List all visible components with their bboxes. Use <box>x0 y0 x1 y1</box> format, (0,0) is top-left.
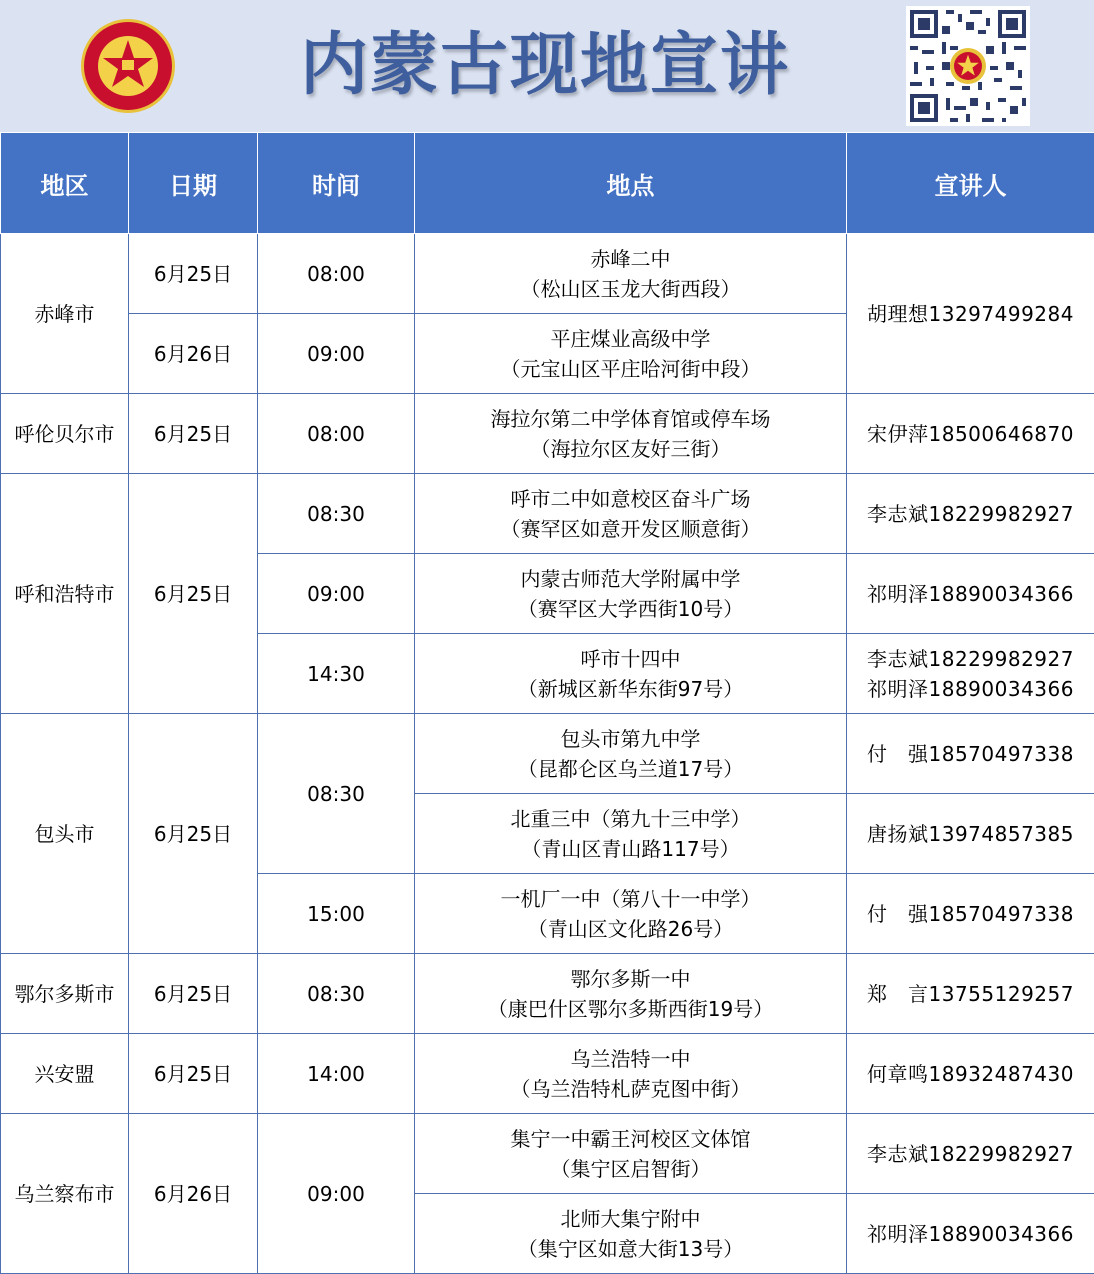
page-title: 内蒙古现地宣讲 <box>240 18 850 114</box>
region-cell: 赤峰市 <box>1 234 129 394</box>
region-cell: 呼伦贝尔市 <box>1 394 129 474</box>
table-row <box>1 1034 1094 1114</box>
place-cell <box>415 714 847 794</box>
time-cell: 08:00 <box>258 394 415 474</box>
place-cell <box>415 394 847 474</box>
date-cell: 6月26日 <box>129 314 258 394</box>
date-cell: 6月25日 <box>129 714 258 954</box>
place-name: 海拉尔第二中学体育馆或停车场 <box>415 404 846 434</box>
place-address: （松山区玉龙大街西段） <box>415 274 846 304</box>
place-address: （青山区青山路117号） <box>415 834 846 864</box>
place-name: 北重三中（第九十三中学） <box>415 804 846 834</box>
place-cell <box>415 954 847 1034</box>
table-header-row <box>1 133 1094 234</box>
column-header-place: 地点 <box>415 133 847 234</box>
place-cell <box>415 234 847 314</box>
university-emblem-logo <box>80 18 176 114</box>
speaker-cell: 李志斌18229982927 <box>847 1114 1094 1194</box>
place-cell <box>415 1194 847 1274</box>
place-name: 赤峰二中 <box>415 244 846 274</box>
speaker-cell: 付 强18570497338 <box>847 874 1094 954</box>
speaker-name: 祁明泽18890034366 <box>847 674 1094 704</box>
column-header-speaker: 宣讲人 <box>847 133 1094 234</box>
place-name: 乌兰浩特一中 <box>415 1044 846 1074</box>
place-address: （海拉尔区友好三街） <box>415 434 846 464</box>
place-cell <box>415 634 847 714</box>
time-cell: 09:00 <box>258 1114 415 1274</box>
table-row <box>1 474 1094 554</box>
speaker-cell: 唐扬斌13974857385 <box>847 794 1094 874</box>
date-cell: 6月26日 <box>129 1114 258 1274</box>
place-cell <box>415 874 847 954</box>
date-cell: 6月25日 <box>129 474 258 714</box>
date-cell: 6月25日 <box>129 1034 258 1114</box>
place-name: 呼市二中如意校区奋斗广场 <box>415 484 846 514</box>
speaker-cell: 祁明泽18890034366 <box>847 1194 1094 1274</box>
time-cell: 08:30 <box>258 474 415 554</box>
speaker-cell: 宋伊萍18500646870 <box>847 394 1094 474</box>
place-cell <box>415 314 847 394</box>
region-cell: 呼和浩特市 <box>1 474 129 714</box>
column-header-date: 日期 <box>129 133 258 234</box>
table-row <box>1 1114 1094 1194</box>
time-cell: 08:00 <box>258 234 415 314</box>
place-cell <box>415 474 847 554</box>
place-address: （元宝山区平庄哈河街中段） <box>415 354 846 384</box>
place-cell <box>415 1114 847 1194</box>
header-banner <box>0 0 1094 132</box>
place-name: 集宁一中霸王河校区文体馆 <box>415 1124 846 1154</box>
place-cell <box>415 1034 847 1114</box>
table-row <box>1 234 1094 314</box>
speaker-cell: 付 强18570497338 <box>847 714 1094 794</box>
speaker-cell: 胡理想13297499284 <box>847 234 1094 394</box>
region-cell: 兴安盟 <box>1 1034 129 1114</box>
time-cell: 08:30 <box>258 714 415 874</box>
place-address: （昆都仑区乌兰道17号） <box>415 754 846 784</box>
speaker-cell: 李志斌18229982927 <box>847 474 1094 554</box>
qr-code-icon <box>906 6 1030 126</box>
time-cell: 08:30 <box>258 954 415 1034</box>
place-name: 呼市十四中 <box>415 644 846 674</box>
date-cell: 6月25日 <box>129 394 258 474</box>
place-cell <box>415 554 847 634</box>
date-cell: 6月25日 <box>129 954 258 1034</box>
place-address: （集宁区启智街） <box>415 1154 846 1184</box>
speaker-cell: 何章鸣18932487430 <box>847 1034 1094 1114</box>
place-name: 包头市第九中学 <box>415 724 846 754</box>
time-cell: 14:30 <box>258 634 415 714</box>
region-cell: 鄂尔多斯市 <box>1 954 129 1034</box>
time-cell: 14:00 <box>258 1034 415 1114</box>
place-cell <box>415 794 847 874</box>
place-address: （乌兰浩特札萨克图中街） <box>415 1074 846 1104</box>
speaker-cell: 郑 言13755129257 <box>847 954 1094 1034</box>
date-cell: 6月25日 <box>129 234 258 314</box>
speaker-name: 李志斌18229982927 <box>847 644 1094 674</box>
time-cell: 09:00 <box>258 554 415 634</box>
place-name: 内蒙古师范大学附属中学 <box>415 564 846 594</box>
place-address: （新城区新华东街97号） <box>415 674 846 704</box>
place-address: （青山区文化路26号） <box>415 914 846 944</box>
schedule-table <box>0 132 1094 1274</box>
place-address: （赛罕区如意开发区顺意街） <box>415 514 846 544</box>
region-cell: 包头市 <box>1 714 129 954</box>
place-name: 一机厂一中（第八十一中学） <box>415 884 846 914</box>
speaker-cell: 祁明泽18890034366 <box>847 554 1094 634</box>
column-header-region: 地区 <box>1 133 129 234</box>
table-row <box>1 954 1094 1034</box>
time-cell: 15:00 <box>258 874 415 954</box>
place-name: 平庄煤业高级中学 <box>415 324 846 354</box>
region-cell: 乌兰察布市 <box>1 1114 129 1274</box>
table-row <box>1 714 1094 794</box>
time-cell: 09:00 <box>258 314 415 394</box>
place-address: （康巴什区鄂尔多斯西街19号） <box>415 994 846 1024</box>
table-row <box>1 394 1094 474</box>
place-name: 鄂尔多斯一中 <box>415 964 846 994</box>
place-address: （集宁区如意大街13号） <box>415 1234 846 1264</box>
place-name: 北师大集宁附中 <box>415 1204 846 1234</box>
speaker-cell <box>847 634 1094 714</box>
column-header-time: 时间 <box>258 133 415 234</box>
place-address: （赛罕区大学西街10号） <box>415 594 846 624</box>
